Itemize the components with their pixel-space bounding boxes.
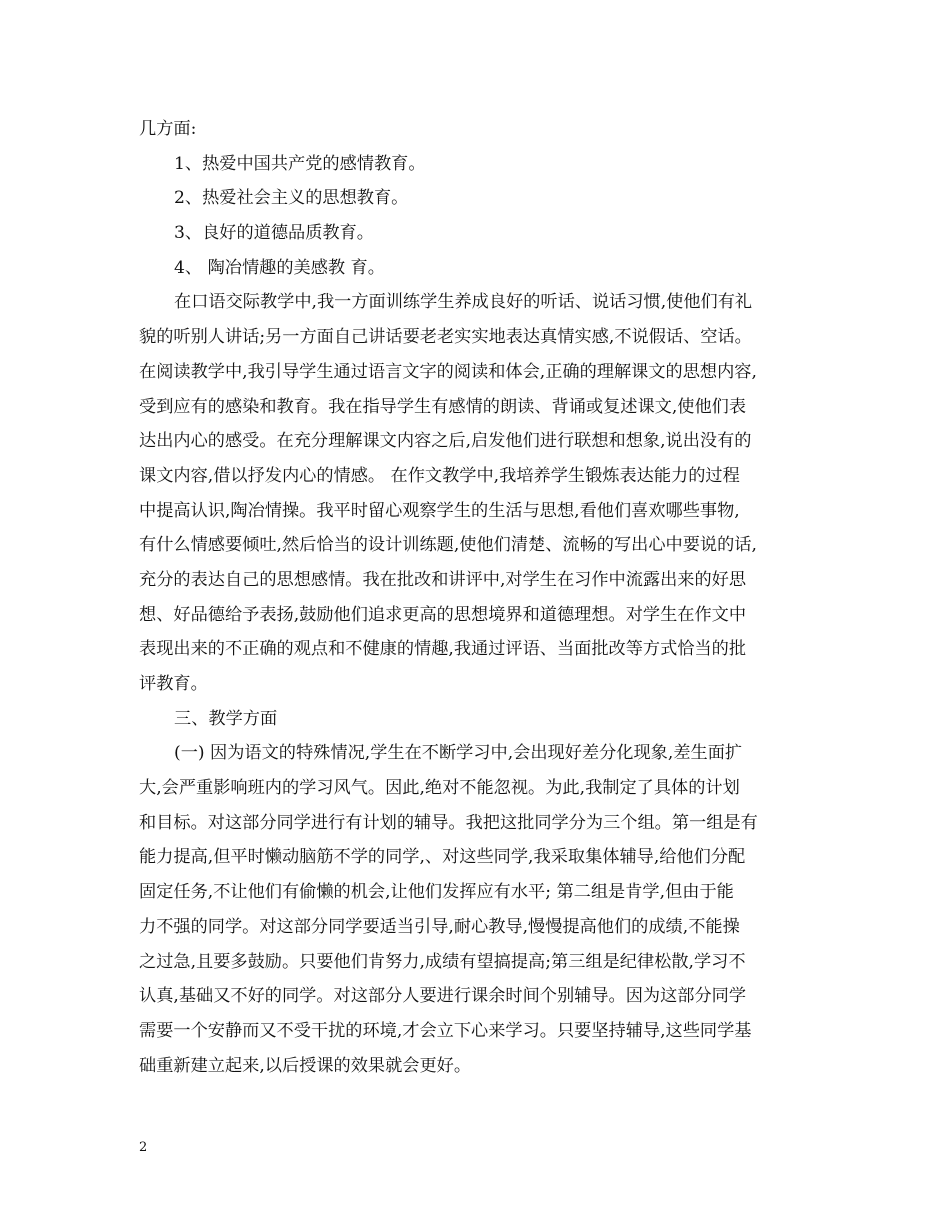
text-line: 力不强的同学。对这部分同学要适当引导,耐心教导,慢慢提高他们的成绩,不能操 [139, 916, 740, 937]
text-line: 课文内容,借以抒发内心的情感。 在作文教学中,我培养学生锻炼表达能力的过程 [139, 465, 740, 486]
page-number: 2 [139, 1140, 148, 1155]
text-line: 有什么情感要倾吐,然后恰当的设计训练题,使他们清楚、流畅的写出心中要说的话, [139, 535, 757, 556]
text-line: 受到应有的感染和教育。我在指导学生有感情的朗读、背诵或复述课文,使他们表 [139, 396, 747, 417]
text-line: 认真,基础又不好的同学。对这部分人要进行课余时间个别辅导。因为这部分同学 [139, 986, 747, 1007]
text-line: 表现出来的不正确的观点和不健康的情趣,我通过评语、当面批改等方式恰当的批 [139, 639, 747, 660]
text-line: 和目标。对这部分同学进行有计划的辅导。我把这批同学分为三个组。第一组是有 [139, 812, 758, 833]
text-line: 之过急,且要多鼓励。只要他们肯努力,成绩有望搞提高;第三组是纪律松散,学习不 [139, 951, 746, 972]
text-line: 评教育。 [139, 674, 208, 694]
text-line: 3、良好的道德品质教育。 [174, 223, 374, 244]
text-line: 貌的听别人讲话;另一方面自己讲话要老老实实地表达真情实感,不说假话、空话。 [139, 327, 752, 348]
text-line: 在口语交际教学中,我一方面训练学生养成良好的听话、说话习惯,使他们有礼 [174, 292, 753, 313]
text-line: 中提高认识,陶冶情操。我平时留心观察学生的生活与思想,看他们喜欢哪些事物, [139, 500, 740, 521]
text-line: 达出内心的感受。在充分理解课文内容之后,启发他们进行联想和想象,说出没有的 [139, 431, 752, 452]
document-body [139, 112, 819, 1083]
text-line: 能力提高,但平时懒动脑筋不学的同学,、对这些同学,我采取集体辅导,给他们分配 [139, 847, 746, 868]
text-line: 需要一个安静而又不受干扰的环境,才会立下心来学习。只要坚持辅导,这些同学基 [139, 1020, 752, 1041]
text-line: 几方面: [139, 119, 197, 139]
text-line: 4、 陶冶情趣的美感教 育。 [174, 257, 385, 278]
text-line: 充分的表达自己的思想感情。我在批改和讲评中,对学生在习作中流露出来的好思 [139, 569, 747, 590]
text-line: 础重新建立起来,以后授课的效果就会更好。 [139, 1055, 472, 1076]
text-line: 2、热爱社会主义的思想教育。 [174, 188, 409, 209]
text-line: 大,会严重影响班内的学习风气。因此,绝对不能忽视。为此,我制定了具体的计划 [139, 778, 740, 799]
text-line: (一) 因为语文的特殊情况,学生在不断学习中,会出现好差分化现象,差生面扩 [174, 743, 743, 764]
text-line: 想、好品德给予表扬,鼓励他们追求更高的思想境界和道德理想。对学生在作文中 [139, 604, 747, 625]
text-line: 固定任务,不让他们有偷懒的机会,让他们发挥应有水平; 第二组是肯学,但由于能 [139, 882, 734, 903]
text-line: 在阅读教学中,我引导学生通过语言文字的阅读和体会,正确的理解课文的思想内容, [139, 361, 757, 382]
text-line: 1、热爱中国共产党的感情教育。 [174, 153, 426, 174]
text-line: 三、教学方面 [174, 708, 278, 729]
